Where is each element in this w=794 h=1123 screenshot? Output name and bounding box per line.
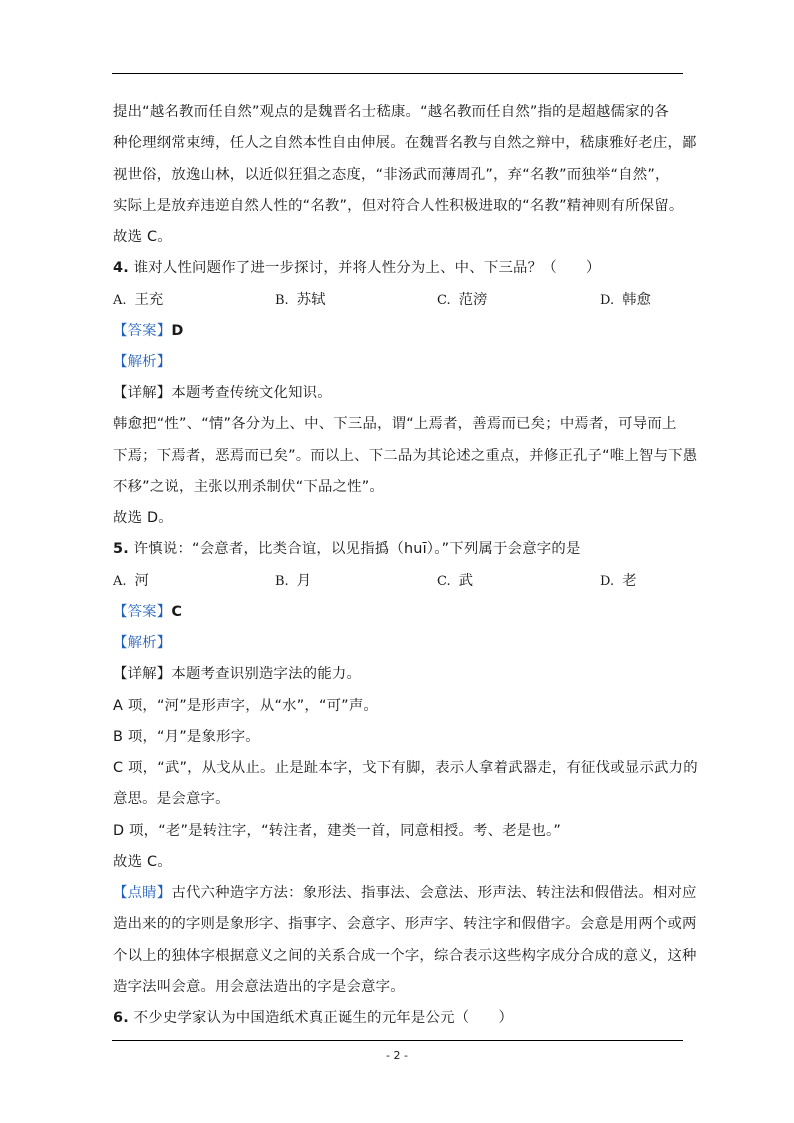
question-stem: 不少史学家认为中国造纸术真正诞生的元年是公元（ ） [133,1010,514,1026]
option-b: B. 月 [275,573,312,589]
question-6 [113,1008,693,1028]
option-b: B. 苏轼 [275,292,326,308]
question-number: 4. [113,260,129,276]
note-line: 造字法叫会意。用会意法造出的字是会意字。 [113,979,405,995]
explanation-line: D 项，“老”是转注字，“转注者，建类一首，同意相授。考、老是也。” [113,823,562,839]
answer-line [113,321,693,341]
option-a: A. 河 [113,573,149,589]
footer-rule [112,1040,683,1041]
answer-line [113,602,693,622]
question-number: 6. [113,1010,129,1026]
explanation-conclusion: 故选 D。 [113,510,173,526]
answer-value: C [171,604,183,620]
question-number: 5. [113,541,129,557]
option-c: C. 范滂 [437,292,488,308]
option-d: D. 韩愈 [600,292,651,308]
intro-conclusion: 故选 C。 [113,229,172,245]
explanation-line: 意思。是会意字。 [113,791,230,807]
note-tag: 【点睛】 [113,885,172,901]
question-4 [113,258,693,278]
explanation-line: C 项，“武”，从戈从止。止是趾本字，戈下有脚，表示人拿着武器走，有征伐或显示武力的 [113,760,698,776]
intro-line: 视世俗，放逸山林，以近似狂猖之态度，“非汤武而薄周孔”，弃“名教”而独举“自然”， [113,167,670,183]
analysis-tag: 【解析】 [113,354,172,370]
explanation-line: 下焉；下焉者，恶焉而已矣”。而以上、下二品为其论述之重点，并修正孔子“唯上智与下愚 [113,448,698,464]
explanation-conclusion: 故选 C。 [113,854,172,870]
answer-value: D [171,323,184,339]
explanation-line: 不移”之说，主张以刑杀制伏“下品之性”。 [113,479,385,495]
header-rule [112,73,683,74]
answer-tag: 【答案】 [113,323,172,339]
option-a: A. 王充 [113,292,164,308]
option-d: D. 老 [600,573,637,589]
detail-line: 【详解】本题考查传统文化知识。 [113,385,332,401]
answer-tag: 【答案】 [113,604,172,620]
question-stem: 谁对人性问题作了进一步探讨，并将人性分为上、中、下三品？（ ） [133,260,601,276]
intro-line: 实际上是放弃违逆自然人性的“名教”，但对符合人性积极进取的“名教”精神则有所保留。 [113,198,684,214]
note-line: 【点睛】古代六种造字方法：象形法、指事法、会意法、形声法、转注法和假借法。相对应 [113,885,697,901]
explanation-line: 韩愈把“性”、“情”各分为上、中、下三品，谓“上焉者，善焉而已矣；中焉者，可导而上 [113,416,677,432]
detail-line: 【详解】本题考查识别造字法的能力。 [113,666,362,682]
page-number: - 2 - [386,1049,408,1062]
explanation-line: B 项，“月”是象形字。 [113,729,260,745]
explanation-line: A 项，“河”是形声字，从“水”，“可”声。 [113,698,379,714]
note-line: 造出来的的字则是象形字、指事字、会意字、形声字、转注字和假借字。会意是用两个或两 [113,916,697,932]
question-stem: 许慎说：“会意者，比类合谊，以见指撝（huī）。”下列属于会意字的是 [133,541,581,557]
question-5 [113,539,693,559]
intro-line: 提出“越名教而任自然”观点的是魏晋名士嵇康。“越名教而任自然”指的是超越儒家的各 [113,104,669,120]
intro-line: 种伦理纲常束缚，任人之自然本性自由伸展。在魏晋名教与自然之辩中，嵇康雅好老庄，鄙 [113,135,697,151]
analysis-tag: 【解析】 [113,635,172,651]
option-c: C. 武 [437,573,474,589]
note-line: 个以上的独体字根据意义之间的关系合成一个字，综合表示这些构字成分合成的意义，这种 [113,948,697,964]
